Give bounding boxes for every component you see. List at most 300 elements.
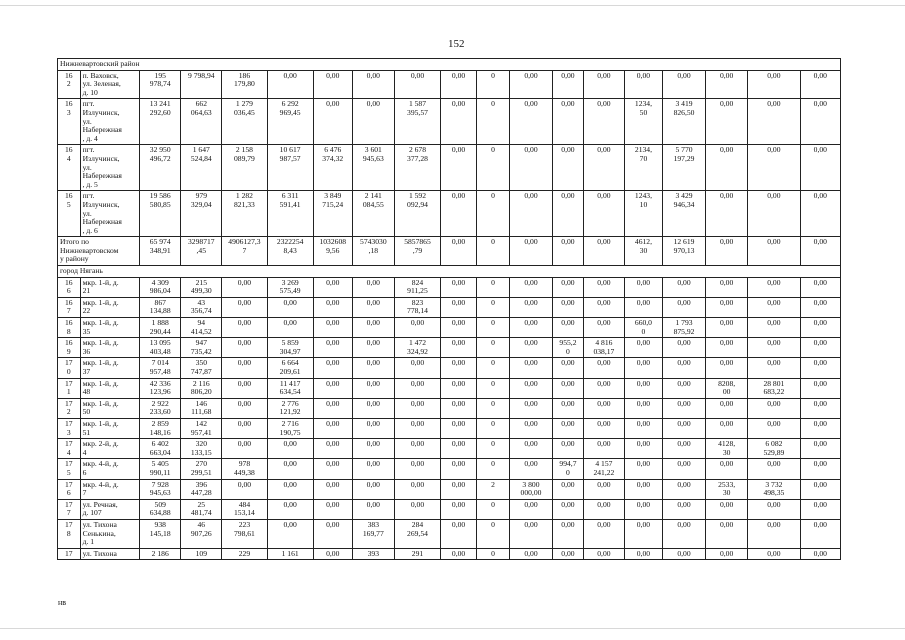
value-cell: 0,00 <box>706 145 748 191</box>
value-cell: 509 634,88 <box>140 499 181 519</box>
value-cell: 0,00 <box>800 318 840 338</box>
value-cell: 0,00 <box>583 99 624 145</box>
value-cell: 0,00 <box>313 297 352 317</box>
value-cell: 0,00 <box>313 459 352 479</box>
value-cell: 2 678 377,28 <box>394 145 440 191</box>
value-cell: 1 472 324,92 <box>394 338 440 358</box>
value-cell: 0,00 <box>553 358 584 378</box>
value-cell: 2 859 148,16 <box>140 418 181 438</box>
total-row <box>58 237 841 266</box>
value-cell: 0,00 <box>706 418 748 438</box>
value-cell: 0,00 <box>441 439 477 459</box>
address-cell: мкр. 4-й, д. 7 <box>80 479 140 499</box>
value-cell: 0,00 <box>441 277 477 297</box>
total-value-cell: 3298717 ,45 <box>181 237 222 266</box>
value-cell: 0,00 <box>441 338 477 358</box>
value-cell: 0,00 <box>267 439 313 459</box>
value-cell: 0,00 <box>509 297 552 317</box>
value-cell: 0,00 <box>352 338 394 358</box>
value-cell: 223 798,61 <box>222 519 267 548</box>
row-number-cell: 17 1 <box>58 378 81 398</box>
value-cell: 0,00 <box>748 191 800 237</box>
row-number-cell: 17 5 <box>58 459 81 479</box>
value-cell: 0,00 <box>583 398 624 418</box>
table-row <box>58 297 841 317</box>
total-value-cell: 0,00 <box>583 237 624 266</box>
row-number-cell: 17 8 <box>58 519 81 548</box>
value-cell: 0,00 <box>583 519 624 548</box>
value-cell: 0,00 <box>662 418 705 438</box>
value-cell: 0,00 <box>583 297 624 317</box>
value-cell: 94 414,52 <box>181 318 222 338</box>
value-cell: 195 978,74 <box>140 70 181 99</box>
value-cell: 660,0 0 <box>624 318 662 338</box>
value-cell: 1 793 875,92 <box>662 318 705 338</box>
value-cell: 0,00 <box>313 398 352 418</box>
value-cell: 955,2 0 <box>553 338 584 358</box>
address-cell: ул. Тихона <box>80 548 140 560</box>
value-cell: 0,00 <box>394 418 440 438</box>
value-cell: 3 601 945,63 <box>352 145 394 191</box>
value-cell: 46 907,26 <box>181 519 222 548</box>
section-header-row <box>58 266 841 278</box>
value-cell: 0,00 <box>222 418 267 438</box>
table-row <box>58 439 841 459</box>
value-cell: 0,00 <box>800 398 840 418</box>
value-cell: 0,00 <box>394 318 440 338</box>
value-cell: 25 481,74 <box>181 499 222 519</box>
value-cell: 0,00 <box>313 499 352 519</box>
row-number-cell: 16 2 <box>58 70 81 99</box>
value-cell: 0,00 <box>748 145 800 191</box>
value-cell: 0 <box>477 338 510 358</box>
value-cell: 0 <box>477 519 510 548</box>
value-cell: 0,00 <box>706 459 748 479</box>
table-row <box>58 318 841 338</box>
value-cell: 0,00 <box>800 418 840 438</box>
value-cell: 0,00 <box>624 358 662 378</box>
value-cell: 0,00 <box>394 459 440 479</box>
value-cell: 0,00 <box>313 338 352 358</box>
value-cell: 0,00 <box>394 479 440 499</box>
total-value-cell: 0 <box>477 237 510 266</box>
value-cell: 0,00 <box>509 548 552 560</box>
value-cell: 0,00 <box>624 459 662 479</box>
value-cell: 42 336 123,96 <box>140 378 181 398</box>
value-cell: 0,00 <box>441 398 477 418</box>
value-cell: 0,00 <box>583 318 624 338</box>
value-cell: 0,00 <box>441 459 477 479</box>
address-cell: мкр. 1-й, д. 51 <box>80 418 140 438</box>
scan-edge-bottom <box>0 628 905 629</box>
value-cell: 0,00 <box>441 145 477 191</box>
address-cell: пгт. Излучинск, ул. Набережная , д. 4 <box>80 99 140 145</box>
value-cell: 0,00 <box>394 70 440 99</box>
total-value-cell: 0,00 <box>509 237 552 266</box>
table-body <box>58 59 841 560</box>
value-cell: 0,00 <box>624 548 662 560</box>
value-cell: 4128, 30 <box>706 439 748 459</box>
value-cell: 0,00 <box>624 479 662 499</box>
value-cell: 13 095 403,48 <box>140 338 181 358</box>
value-cell: 0,00 <box>748 459 800 479</box>
value-cell: 0,00 <box>800 548 840 560</box>
value-cell: 0,00 <box>800 358 840 378</box>
table-row <box>58 499 841 519</box>
value-cell: 0,00 <box>352 378 394 398</box>
value-cell: 0,00 <box>313 318 352 338</box>
section-title: Нижневартовский район <box>58 59 841 71</box>
value-cell: 0,00 <box>352 318 394 338</box>
value-cell: 2 186 <box>140 548 181 560</box>
value-cell: 0,00 <box>441 499 477 519</box>
value-cell: 0,00 <box>352 479 394 499</box>
value-cell: 0,00 <box>222 318 267 338</box>
value-cell: 0,00 <box>441 99 477 145</box>
value-cell: 0,00 <box>662 277 705 297</box>
table-row <box>58 358 841 378</box>
row-number-cell: 17 7 <box>58 499 81 519</box>
table-row <box>58 418 841 438</box>
value-cell: 0,00 <box>352 70 394 99</box>
value-cell: 0,00 <box>509 459 552 479</box>
value-cell: 0,00 <box>509 277 552 297</box>
value-cell: 0,00 <box>706 277 748 297</box>
value-cell: 0,00 <box>222 358 267 378</box>
value-cell: 0,00 <box>313 418 352 438</box>
value-cell: 0,00 <box>748 548 800 560</box>
address-cell: пгт. Излучинск, ул. Набережная , д. 5 <box>80 145 140 191</box>
table-row <box>58 277 841 297</box>
row-number-cell: 17 0 <box>58 358 81 378</box>
total-value-cell: 0,00 <box>441 237 477 266</box>
address-cell: мкр. 1-й, д. 35 <box>80 318 140 338</box>
value-cell: 0,00 <box>222 378 267 398</box>
value-cell: 0,00 <box>662 378 705 398</box>
value-cell: 0,00 <box>800 99 840 145</box>
value-cell: 0,00 <box>624 378 662 398</box>
value-cell: 0,00 <box>553 418 584 438</box>
row-number-cell: 16 3 <box>58 99 81 145</box>
value-cell: 0,00 <box>583 378 624 398</box>
value-cell: 867 134,88 <box>140 297 181 317</box>
value-cell: 0,00 <box>748 358 800 378</box>
value-cell: 0,00 <box>267 519 313 548</box>
value-cell: 0 <box>477 358 510 378</box>
value-cell: 1 592 092,94 <box>394 191 440 237</box>
address-cell: мкр. 1-й, д. 50 <box>80 398 140 418</box>
value-cell: 6 664 209,61 <box>267 358 313 378</box>
value-cell: 0,00 <box>441 297 477 317</box>
address-cell: мкр. 1-й, д. 37 <box>80 358 140 378</box>
value-cell: 0,00 <box>553 439 584 459</box>
value-cell: 0,00 <box>509 378 552 398</box>
value-cell: 824 911,25 <box>394 277 440 297</box>
address-cell: пгт. Излучинск, ул. Набережная , д. 6 <box>80 191 140 237</box>
value-cell: 0,00 <box>352 418 394 438</box>
value-cell: 4 157 241,22 <box>583 459 624 479</box>
total-value-cell: 65 974 348,91 <box>140 237 181 266</box>
value-cell: 0,00 <box>748 318 800 338</box>
address-cell: ул. Тихона Сенькина, д. 1 <box>80 519 140 548</box>
value-cell: 0 <box>477 398 510 418</box>
value-cell: 0,00 <box>662 519 705 548</box>
total-value-cell: 1032608 9,56 <box>313 237 352 266</box>
value-cell: 0,00 <box>583 479 624 499</box>
value-cell: 10 617 987,57 <box>267 145 313 191</box>
value-cell: 0,00 <box>509 338 552 358</box>
value-cell: 0,00 <box>313 519 352 548</box>
value-cell: 1 647 524,84 <box>181 145 222 191</box>
value-cell: 0,00 <box>352 398 394 418</box>
value-cell: 0,00 <box>267 297 313 317</box>
value-cell: 0,00 <box>748 99 800 145</box>
value-cell: 19 586 580,85 <box>140 191 181 237</box>
value-cell: 0,00 <box>441 548 477 560</box>
value-cell: 0,00 <box>748 418 800 438</box>
value-cell: 0,00 <box>441 70 477 99</box>
value-cell: 662 064,63 <box>181 99 222 145</box>
value-cell: 0,00 <box>267 479 313 499</box>
total-value-cell: 0,00 <box>706 237 748 266</box>
value-cell: 0,00 <box>624 418 662 438</box>
value-cell: 0,00 <box>800 297 840 317</box>
value-cell: 1243, 10 <box>624 191 662 237</box>
value-cell: 0,00 <box>583 358 624 378</box>
value-cell: 1 282 821,33 <box>222 191 267 237</box>
value-cell: 0,00 <box>441 378 477 398</box>
value-cell: 0,00 <box>748 70 800 99</box>
value-cell: 2 116 806,20 <box>181 378 222 398</box>
value-cell: 3 269 575,49 <box>267 277 313 297</box>
value-cell: 0,00 <box>662 439 705 459</box>
value-cell: 3 732 498,35 <box>748 479 800 499</box>
value-cell: 2 776 121,92 <box>267 398 313 418</box>
value-cell: 0,00 <box>313 479 352 499</box>
value-cell: 383 169,77 <box>352 519 394 548</box>
value-cell: 0,00 <box>706 70 748 99</box>
value-cell: 0,00 <box>267 70 313 99</box>
value-cell: 0,00 <box>509 145 552 191</box>
value-cell: 0 <box>477 145 510 191</box>
value-cell: 0,00 <box>583 277 624 297</box>
value-cell: 3 849 715,24 <box>313 191 352 237</box>
value-cell: 5 770 197,29 <box>662 145 705 191</box>
value-cell: 0,00 <box>583 145 624 191</box>
value-cell: 0,00 <box>800 499 840 519</box>
total-value-cell: 0,00 <box>748 237 800 266</box>
value-cell: 0,00 <box>553 519 584 548</box>
value-cell: 8208, 00 <box>706 378 748 398</box>
value-cell: 28 801 683,22 <box>748 378 800 398</box>
page-number: 152 <box>448 38 465 50</box>
value-cell: 0,00 <box>222 398 267 418</box>
value-cell: 0,00 <box>624 519 662 548</box>
value-cell: 0,00 <box>662 548 705 560</box>
value-cell: 0,00 <box>394 378 440 398</box>
value-cell: 0,00 <box>662 338 705 358</box>
value-cell: 0,00 <box>509 358 552 378</box>
value-cell: 0,00 <box>509 519 552 548</box>
value-cell: 0,00 <box>748 398 800 418</box>
row-number-cell: 16 5 <box>58 191 81 237</box>
value-cell: 43 356,74 <box>181 297 222 317</box>
value-cell: 0,00 <box>662 358 705 378</box>
address-cell: мкр. 1-й, д. 22 <box>80 297 140 317</box>
value-cell: 0,00 <box>800 439 840 459</box>
address-cell: ул. Речная, д. 107 <box>80 499 140 519</box>
value-cell: 4 816 038,17 <box>583 338 624 358</box>
value-cell: 0,00 <box>222 439 267 459</box>
value-cell: 0,00 <box>706 548 748 560</box>
value-cell: 1 888 290,44 <box>140 318 181 338</box>
value-cell: 994,7 0 <box>553 459 584 479</box>
address-cell: мкр. 4-й, д. 6 <box>80 459 140 479</box>
value-cell: 0,00 <box>313 277 352 297</box>
value-cell: 0,00 <box>748 499 800 519</box>
row-number-cell: 16 6 <box>58 277 81 297</box>
value-cell: 0,00 <box>352 459 394 479</box>
value-cell: 2 716 190,75 <box>267 418 313 438</box>
row-number-cell: 17 3 <box>58 418 81 438</box>
value-cell: 0 <box>477 378 510 398</box>
value-cell: 0,00 <box>313 99 352 145</box>
value-cell: 3 419 826,50 <box>662 99 705 145</box>
total-value-cell: 2322254 8,43 <box>267 237 313 266</box>
value-cell: 32 950 496,72 <box>140 145 181 191</box>
row-number-cell: 16 4 <box>58 145 81 191</box>
address-cell: мкр. 2-й, д. 4 <box>80 439 140 459</box>
table-row <box>58 338 841 358</box>
value-cell: 0,00 <box>553 297 584 317</box>
value-cell: 0,00 <box>706 398 748 418</box>
value-cell: 0,00 <box>624 338 662 358</box>
value-cell: 0,00 <box>441 358 477 378</box>
value-cell: 0,00 <box>553 378 584 398</box>
row-number-cell: 17 6 <box>58 479 81 499</box>
value-cell: 0,00 <box>624 70 662 99</box>
value-cell: 0,00 <box>800 378 840 398</box>
total-value-cell: 4906127,3 7 <box>222 237 267 266</box>
value-cell: 2 <box>477 479 510 499</box>
value-cell: 2 141 084,55 <box>352 191 394 237</box>
value-cell: 0 <box>477 548 510 560</box>
value-cell: 7 928 945,63 <box>140 479 181 499</box>
value-cell: 6 082 529,89 <box>748 439 800 459</box>
address-cell: мкр. 1-й, д. 48 <box>80 378 140 398</box>
row-number-cell: 16 9 <box>58 338 81 358</box>
value-cell: 0,00 <box>553 277 584 297</box>
section-title: город Нягань <box>58 266 841 278</box>
value-cell: 0 <box>477 99 510 145</box>
value-cell: 5 859 304,97 <box>267 338 313 358</box>
table-row <box>58 145 841 191</box>
value-cell: 2134, 70 <box>624 145 662 191</box>
value-cell: 350 747,87 <box>181 358 222 378</box>
value-cell: 0,00 <box>222 297 267 317</box>
value-cell: 0,00 <box>441 479 477 499</box>
value-cell: 0,00 <box>706 191 748 237</box>
value-cell: 284 269,54 <box>394 519 440 548</box>
value-cell: 0,00 <box>509 70 552 99</box>
value-cell: 0,00 <box>394 358 440 378</box>
section-header-row <box>58 59 841 71</box>
value-cell: 0,00 <box>800 519 840 548</box>
value-cell: 0,00 <box>624 297 662 317</box>
table-row <box>58 398 841 418</box>
value-cell: 0,00 <box>706 358 748 378</box>
value-cell: 1 161 <box>267 548 313 560</box>
value-cell: 0,00 <box>662 499 705 519</box>
row-number-cell: 17 2 <box>58 398 81 418</box>
value-cell: 186 179,80 <box>222 70 267 99</box>
value-cell: 6 311 591,41 <box>267 191 313 237</box>
value-cell: 0,00 <box>441 519 477 548</box>
value-cell: 6 402 663,04 <box>140 439 181 459</box>
value-cell: 5 405 990,11 <box>140 459 181 479</box>
value-cell: 0,00 <box>800 338 840 358</box>
row-number-cell: 17 <box>58 548 81 560</box>
value-cell: 0,00 <box>624 277 662 297</box>
value-cell: 0,00 <box>800 191 840 237</box>
value-cell: 9 798,94 <box>181 70 222 99</box>
value-cell: 484 153,14 <box>222 499 267 519</box>
value-cell: 0,00 <box>267 459 313 479</box>
value-cell: 0,00 <box>800 70 840 99</box>
value-cell: 0,00 <box>583 418 624 438</box>
value-cell: 0,00 <box>394 499 440 519</box>
value-cell: 1 279 036,45 <box>222 99 267 145</box>
value-cell: 0,00 <box>706 499 748 519</box>
scan-edge-top <box>0 5 905 6</box>
value-cell: 0,00 <box>394 398 440 418</box>
value-cell: 0,00 <box>509 398 552 418</box>
value-cell: 0,00 <box>509 418 552 438</box>
row-number-cell: 17 4 <box>58 439 81 459</box>
value-cell: 0,00 <box>748 297 800 317</box>
value-cell: 0,00 <box>800 145 840 191</box>
value-cell: 2 922 233,60 <box>140 398 181 418</box>
address-cell: п. Ваховск, ул. Зеленая, д. 10 <box>80 70 140 99</box>
total-value-cell: 0,00 <box>553 237 584 266</box>
value-cell: 0,00 <box>313 358 352 378</box>
value-cell: 0 <box>477 499 510 519</box>
total-value-cell: 5743030 ,18 <box>352 237 394 266</box>
value-cell: 0,00 <box>800 479 840 499</box>
value-cell: 0,00 <box>509 191 552 237</box>
value-cell: 3 429 946,34 <box>662 191 705 237</box>
value-cell: 146 111,68 <box>181 398 222 418</box>
value-cell: 979 329,04 <box>181 191 222 237</box>
value-cell: 0,00 <box>222 338 267 358</box>
value-cell: 0,00 <box>800 459 840 479</box>
value-cell: 0,00 <box>553 548 584 560</box>
value-cell: 0,00 <box>583 499 624 519</box>
value-cell: 1234, 50 <box>624 99 662 145</box>
value-cell: 0 <box>477 418 510 438</box>
value-cell: 0,00 <box>706 338 748 358</box>
value-cell: 947 735,42 <box>181 338 222 358</box>
value-cell: 0,00 <box>553 398 584 418</box>
row-number-cell: 16 7 <box>58 297 81 317</box>
value-cell: 0,00 <box>441 418 477 438</box>
value-cell: 215 499,30 <box>181 277 222 297</box>
value-cell: 0,00 <box>706 99 748 145</box>
value-cell: 0,00 <box>706 318 748 338</box>
value-cell: 0,00 <box>313 439 352 459</box>
value-cell: 393 <box>352 548 394 560</box>
value-cell: 0,00 <box>662 459 705 479</box>
